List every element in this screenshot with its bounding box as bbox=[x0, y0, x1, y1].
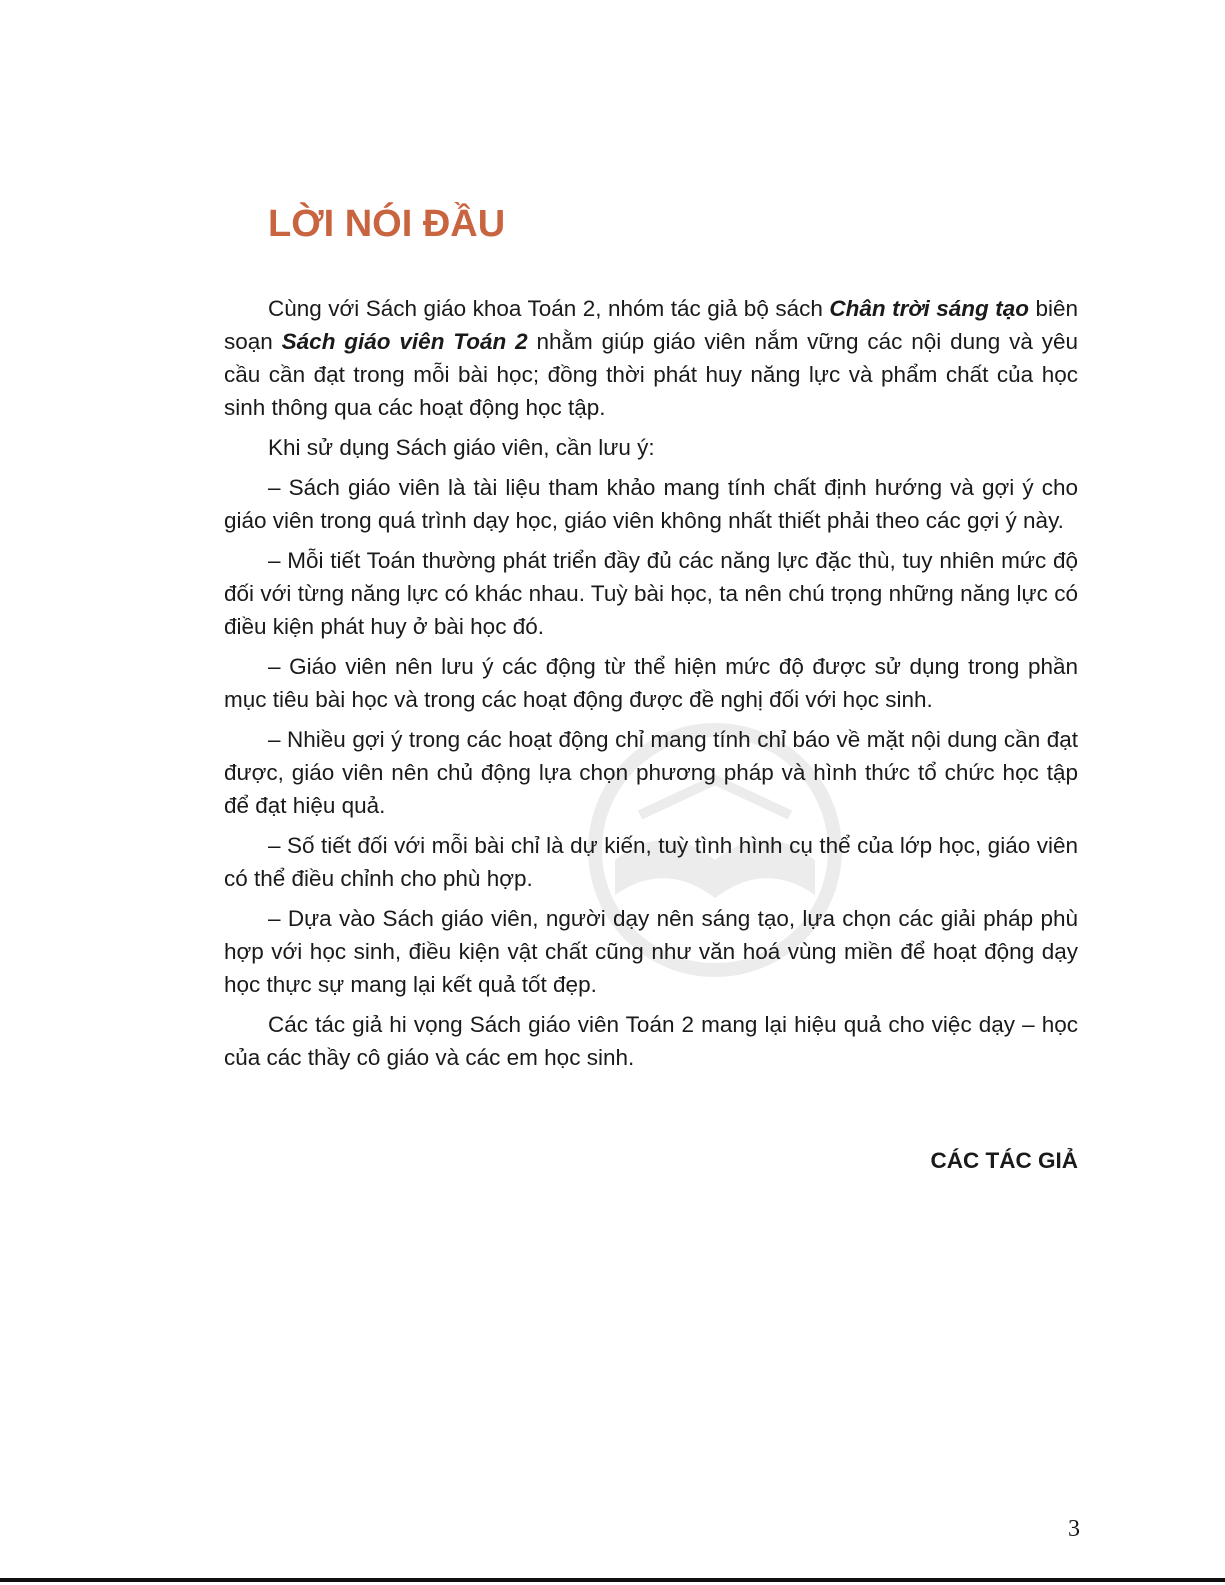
notes-lead: Khi sử dụng Sách giáo viên, cần lưu ý: bbox=[268, 435, 655, 460]
note-paragraph: – Giáo viên nên lưu ý các động từ thể hiện mức độ được sử dụng trong phần mục tiêu bài học và trong các hoạt động được đề nghị đối với học sinh. bbox=[224, 654, 1078, 712]
bottom-border bbox=[0, 1578, 1225, 1582]
intro-text-3: nhằm giúp giáo viên nắm vững các nội dung và yêu cầu cần đạt trong mỗi bài học; đồng thời phát huy năng lực và phẩm chất của học sinh thông qua các hoạt động học tập. bbox=[224, 329, 1078, 420]
series-name: Chân trời sáng tạo bbox=[829, 296, 1029, 321]
note-paragraph: – Số tiết đối với mỗi bài chỉ là dự kiến, tuỳ tình hình cụ thể của lớp học, giáo viên có thể điều chỉnh cho phù hợp. bbox=[224, 833, 1078, 891]
note-paragraph: – Nhiều gợi ý trong các hoạt động chỉ mang tính chỉ báo về mặt nội dung cần đạt được, giáo viên nên chủ động lựa chọn phương pháp và hình thức tổ chức học tập để đạt hiệu quả. bbox=[224, 727, 1078, 818]
note-paragraph: – Mỗi tiết Toán thường phát triển đầy đủ các năng lực đặc thù, tuy nhiên mức độ đối với từng năng lực có khác nhau. Tuỳ bài học, ta nên chú trọng những năng lực có điều kiện phát huy ở bài học đó. bbox=[224, 548, 1078, 639]
closing-paragraph: Các tác giả hi vọng Sách giáo viên Toán 2 mang lại hiệu quả cho việc dạy – học của các thầy cô giáo và các em học sinh. bbox=[224, 1012, 1078, 1070]
intro-text-1: Cùng với Sách giáo khoa Toán 2, nhóm tác giả bộ sách bbox=[268, 296, 830, 321]
note-paragraph: – Sách giáo viên là tài liệu tham khảo mang tính chất định hướng và gợi ý cho giáo viên trong quá trình dạy học, giáo viên không nhất thiết phải theo các gợi ý này. bbox=[224, 475, 1078, 533]
authors-signature: CÁC TÁC GIẢ bbox=[930, 1148, 1078, 1173]
page-title: LỜI NÓI ĐẦU bbox=[268, 203, 506, 245]
note-paragraph: – Dựa vào Sách giáo viên, người dạy nên sáng tạo, lựa chọn các giải pháp phù hợp với học sinh, điều kiện vật chất cũng như văn hoá vùng miền để hoạt động dạy học thực sự mang lại kết quả tốt đẹp. bbox=[224, 906, 1078, 997]
preface-body bbox=[224, 292, 1078, 1081]
intro-paragraph bbox=[224, 292, 1078, 424]
book-name: Sách giáo viên Toán 2 bbox=[281, 329, 528, 354]
page-number: 3 bbox=[1068, 1516, 1080, 1542]
intro-text-2: biên soạn bbox=[224, 296, 1079, 354]
